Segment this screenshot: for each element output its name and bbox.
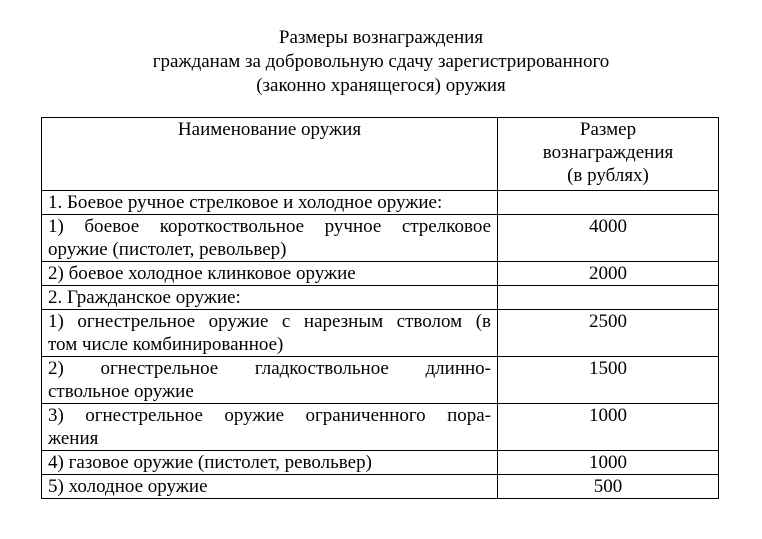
header-amount-line-2: вознаграждения: [542, 142, 674, 163]
section-title: 1. Боевое ручное стрелковое и холодное оружие:: [42, 191, 498, 215]
reward-amount: 1000: [498, 404, 719, 451]
section-title: 2. Гражданское оружие:: [42, 286, 498, 310]
weapon-name: 2) боевое холодное клинковое оружие: [42, 262, 498, 286]
reward-amount: 1500: [498, 357, 719, 404]
table-row-section-1: [42, 191, 719, 215]
weapon-name-line-1: 1) огнестрельное оружие с нарезным стволом (в: [48, 311, 491, 332]
document-title: [0, 26, 762, 98]
reward-amount: 500: [498, 475, 719, 499]
weapon-name-line-2: том числе комбинированное): [48, 334, 284, 355]
header-amount-line-1: Размер: [579, 119, 637, 140]
reward-amount: 2000: [498, 262, 719, 286]
title-line-3: (законно хранящегося) оружия: [256, 75, 506, 96]
reward-amount: 1000: [498, 451, 719, 475]
weapon-name-line-1: 1) боевое короткоствольное ручное стрелковое: [48, 216, 491, 237]
weapon-name: 5) холодное оружие: [42, 475, 498, 499]
table-row: [42, 310, 719, 357]
table-row: [42, 475, 719, 499]
header-weapon-name: Наименование оружия: [42, 118, 498, 191]
reward-table: [41, 117, 719, 499]
weapon-name: [42, 404, 498, 451]
header-reward-amount: [498, 118, 719, 191]
reward-amount: 4000: [498, 215, 719, 262]
reward-amount: [498, 191, 719, 215]
table-row: [42, 451, 719, 475]
weapon-name: [42, 215, 498, 262]
table-row: [42, 215, 719, 262]
header-amount-line-3: (в рублях): [567, 165, 649, 186]
weapon-name: [42, 310, 498, 357]
weapon-name-line-2: ствольное оружие: [48, 381, 194, 402]
reward-amount: 2500: [498, 310, 719, 357]
weapon-name-line-1: 3) огнестрельное оружие ограниченного пора-: [48, 405, 491, 426]
reward-amount: [498, 286, 719, 310]
weapon-name-line-2: жения: [48, 428, 99, 449]
table-row: [42, 357, 719, 404]
weapon-name-line-1: 2) огнестрельное гладкоствольное длинно-: [48, 358, 491, 379]
table-row-section-2: [42, 286, 719, 310]
table-row: [42, 404, 719, 451]
weapon-name-line-2: оружие (пистолет, револьвер): [48, 239, 287, 260]
table-row: [42, 262, 719, 286]
weapon-name: 4) газовое оружие (пистолет, револьвер): [42, 451, 498, 475]
table-header-row: [42, 118, 719, 191]
title-line-1: Размеры вознаграждения: [278, 27, 484, 48]
weapon-name: [42, 357, 498, 404]
title-line-2: гражданам за добровольную сдачу зарегистрированного: [152, 51, 610, 72]
